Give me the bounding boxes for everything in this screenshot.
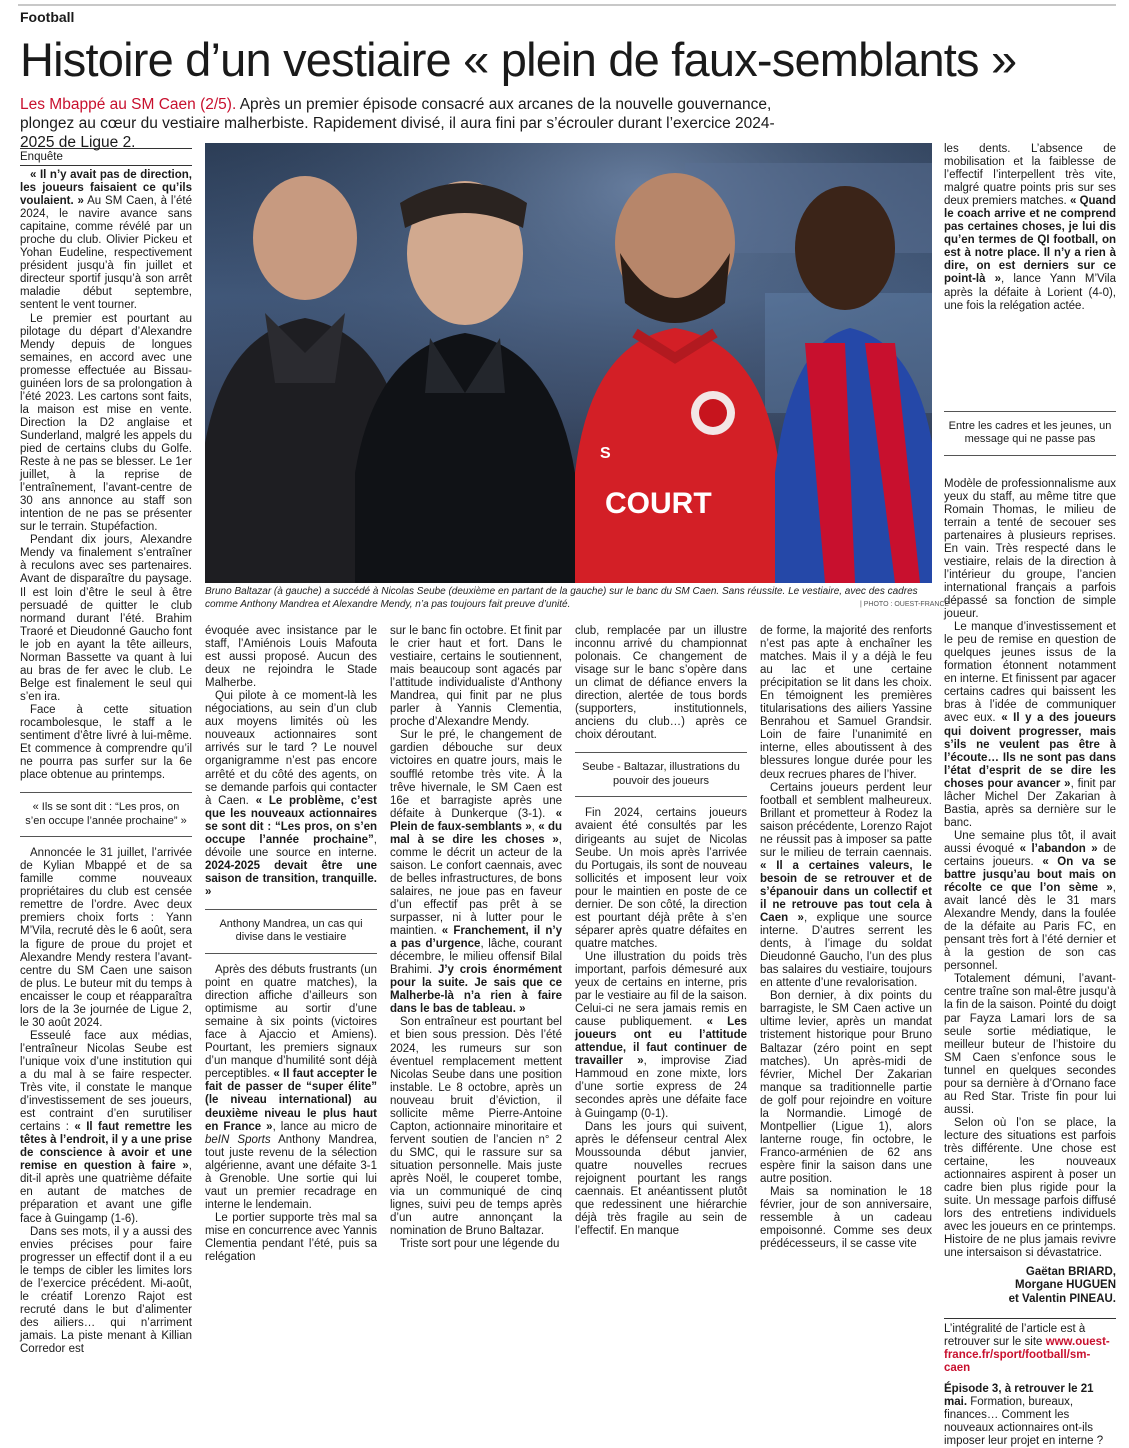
column-6: les dents. L’absence de mobilisation et la faiblesse de l’effectif l’interpellent très vite, malgré quatre points pris sur ses deux premiers matches. « Quand le coach arrive et ne comprend pas certaines choses, je lui dis qu’en termes de QI football, on est à notre place. Il n’y a rien à dire, on est derniers sur ce point-là », lance Yann M’Vila après la défaite à Lorient (4-0), une fois la relégation actée. Entre les cadres et les jeunes, un message qui ne passe pas Modèle de professionnalisme aux yeux du staff, au même titre que Romain Thomas, le milieu de terrain a tenté de secouer ses partenaires à plusieurs reprises. En vain. Très respecté dans le vestiaire, relais de la direction à l’intérieur du groupe, l’ancien international français a parfois dépassé sa fonction de simple joueur. Le manque d’investissement et le peu de remise en question de quelques jeunes issus de la formation étonnent notamment en interne. Et finissent par agacer certains cadres qui baissent les bras à l’idée de communiquer avec eux. « Il y a des joueurs qui doivent progresser, mais s’ils ne veulent pas être à l’écoute… Ils ne sont pas dans l’état d’esprit de se dire les choses pour avancer », finit par lâcher Michel Der Zakarian à Bastia, après sa dernière sur le banc. Une semaine plus tôt, il avait aussi évoqué « l’abandon » de certains joueurs. « On va se battre jusqu’au bout mais on récolte ce que l’on sème », avait lancé dès le 31 mars Alexandre Mendy, dans la foulée de la défaite au Paris FC, en pensant très fort à l’été dernier et à la gestion de son cas personnel. Totalement démuni, l’avant-centre traîne son mal-être jusqu’à la fin de la saison. Pointé du doigt par Fayza Lamari lors de sa seule sortie médiatique, le meilleur buteur de l’histoire du SM Caen s’enfonce sous le tunnel en quelques secondes pour sa dernière à d’Ornano face au Red Star. Triste fin pour lui aussi. Selon où l’on se place, la lecture des situations est parfois très différente. Une chose est certaine, les nouveaux actionnaires aspirent à poser un cadre bien plus rigide pour la suite. Un message parfois diffusé lors des entretiens individuels avec les joueurs en ce printemps. Histoire de ne plus jamais revivre une intersaison si dévastatrice. Gaëtan BRIARD, Morgane HUGUEN et Valentin PINEAU. L’intégralité de l’article est à retrouver sur le site www.ouest-france.fr/sport/football/sm-caen Épisode 3, à retrouver le 21 mai. Formation, bureaux, finances… Comment les nouveaux actionnaires ont-ils imposer leur projet en interne ? bbox=[944, 143, 1117, 1447]
standfirst-text: Après un premier épisode consacré aux arcanes de la nouvelle gouvernance, plongez au cœur du vestiaire malherbiste. Rapidement divisé, il aura fini par s’écrouler durant l’exercice 2024-2025 de Ligue 2. bbox=[20, 96, 775, 151]
top-rule bbox=[18, 4, 1116, 6]
signature-line-1: Gaëtan BRIARD, bbox=[1025, 1266, 1116, 1279]
headline: Histoire d’un vestiaire « plein de faux-semblants » bbox=[20, 33, 1017, 86]
pullquote-3: Seube - Baltazar, illustrations du pouvoir des joueurs bbox=[575, 752, 747, 797]
article-photo bbox=[205, 143, 932, 583]
pullquote-4: Entre les cadres et les jeunes, un message qui ne passe pas bbox=[944, 411, 1116, 456]
footer-integral-text: L’intégralité de l’article est à retrouver sur le site bbox=[944, 1322, 1086, 1348]
next-episode-text: Formation, bureaux, finances… Comment les nouveaux actionnaires ont-ils imposer leur projet en interne ? bbox=[944, 1395, 1104, 1447]
sponsor-text-2: S bbox=[600, 445, 611, 462]
section-label: Enquête bbox=[20, 148, 192, 166]
next-episode-label: Épisode 3, à retrouver le 21 mai. bbox=[944, 1382, 1094, 1408]
column-1: Enquête « Il n’y avait pas de direction, les joueurs faisaient ce qu’ils voulaient. » Au SM Caen, à l’été 2024, le navire avance sans capitaine, comme révélé par un proche du club. Olivier Pickeu et Yohan Eudeline, respectivement président jusqu’à fin juillet et directeur sportif jusqu’à son arrêt maladie début septembre, sentent le vent tourner. Le premier est pourtant au pilotage du départ d’Alexandre Mendy depuis de longues semaines, en accord avec une promesse effectuée au Bissau-guinéen lors de sa prolongation à l’été 2023. Les cartons sont faits, la maison est mise en vente. Direction la D2 anglaise et Sunderland, malgré les appels du pied de certains clubs du Golfe. Reste à ne pas se blesser. Le 1er juillet, à la reprise de l’entraînement, l’avant-centre de 30 ans annonce au staff son intention de ne pas se présenter sur le terrain. Stupéfaction. Pendant dix jours, Alexandre Mendy va finalement s’entraîner à reculons avec ses partenaires. Avant de disparaître du paysage. Il est loin d’être le seul à être persuadé de quitter le club normand durant l’été. Brahim Traoré et Dieudonné Gaucho font le job en ayant la tête ailleurs, Norman Bassette va quant à lui au bras de fer avec le club. Le Belge est finalement le seul qui s’en ira. Face à cette situation rocambolesque, le staff a le sentiment d’être livré à lui-même. Et commence à comprendre qu’il ne pourra pas surfer sur la 6e place obtenue au printemps. « Ils se sont dit : “Les pros, on s’en occupe l’année prochaine” » Annoncée le 31 juillet, l’arrivée de Kylian Mbappé et de sa famille comme nouveaux propriétaires du club est censée remettre de l’ordre. Avec deux premiers choix forts : Yann M’Vila, recruté dès le 6 août, sera la figure de proue du projet et Alexandre Mendy restera l’avant-centre du SM Caen une saison de plus. Le buteur mit du temps à encaisser le coup et réapparaîtra lors de la 3e journée de Ligue 2, le 30 août 2024. Esseulé face aux médias, l’entraîneur Nicolas Seube est l’unique voix d’une institution qui a du mal à se faire respecter. Très vite, il constate le manque d’investissement de ses joueurs, est contraint d’en surutiliser certains : « Il faut remettre les têtes à l’endroit, il y a une prise de conscience à avoir et une remise en question à faire », dit-il après une quatrième défaite en autant de matches de préparation et avant une gifle face à Guingamp (1-6). Dans ses mots, il y a aussi des envies précises pour faire progresser un effectif dont il a eu le temps de cibler les limites lors de l’exercice précédent. Mi-août, le créatif Lorenzo Rajot est recruté dans le but d’alimenter des ailiers… qui n’arriment jamais. La piste menant à Killian Corredor est bbox=[20, 148, 192, 1148]
photo-caption: Bruno Baltazar (à gauche) a succédé à Nicolas Seube (deuxième en partant de la gauche) sur le banc du SM Caen. Sans réussite. Le vestiaire, avec des cadres comme Anthony Mandrea et Alexandre Mendy, n’a pas toujours fait preuve d’unité. bbox=[205, 586, 918, 610]
column-4: club, remplacée par un illustre inconnu arrivé du championnat polonais. Ce changement de visage sur le banc s’opère dans un climat de défiance envers la direction, alertée de tous bords (supporters, institutionnels, anciens du club…) après ce choix déroutant. Seube - Baltazar, illustrations du pouvoir des joueurs Fin 2024, certains joueurs avaient été consultés par les dirigeants au sujet de Nicolas Seube. Un mois après l’arrivée du Portugais, ils sont de nouveau sollicités et imposent leur voix pour le maintien en poste de ce dernier. De son côté, la direction est pourtant déjà prête à s’en séparer après quatre défaites en quatre matches. Une illustration du poids très important, parfois démesuré aux yeux de certains en interne, pris par le vestiaire au fil de la saison. Celui-ci ne sera jamais remis en cause publiquement. « Les joueurs ont eu l’attitude attendue, il faut continuer de travailler », improvise Ziad Hammoud en zone mixte, lors d’une sortie express de 24 secondes après une défaite face à Guingamp (0-1). Dans les jours qui suivent, après le défenseur central Alex Moussounda début janvier, quatre nouvelles recrues rejoignent pourtant les rangs caennais. Et anéantissent plutôt que redessinent une hiérarchie déjà très fragile au sein de l’effectif. En manque bbox=[575, 625, 747, 1237]
footer-box bbox=[944, 1318, 1116, 1448]
pullquote-1: « Ils se sont dit : “Les pros, on s’en occupe l’année prochaine” » bbox=[20, 792, 192, 837]
column-5: de forme, la majorité des renforts n’est pas apte à enchaîner les matches. Mais il y a déjà le feu au lac et une certaine précipitation se lit dans les choix. En témoignent les premières titularisations des ailiers Yassine Benrahou et Samuel Grandsir. Loin de faire l’unanimité en interne, elles aboutissent à des blessures longue durée pour les deux recrues phares de l’hiver. Certains joueurs perdent leur football et semblent malheureux. Brillant et prometteur à Rodez la saison précédente, Lorenzo Rajot ne réussit pas à imposer sa patte sur le milieu de terrain caennais. « Il a certaines valeurs, le besoin de se retrouver et de s’épanouir dans un collectif et il ne retrouve pas tout cela à Caen », explique une source interne. D’autres serrent les dents, à l’image du soldat Dieudonné Gaucho, l’un des plus bas salaires du vestiaire, toujours en attente d’une revalorisation. Bon dernier, à dix points du barragiste, le SM Caen active un ultime levier, après un mandat tristement historique pour Bruno Baltazar (zéro point en sept matches). Un après-midi de février, Michel Der Zakarian manque sa traditionnelle partie de golf pour rejoindre en voiture la Normandie. Limogé de Montpellier (Ligue 1), alors lanterne rouge, fin octobre, le Franco-arménien de 62 ans espère finir la saison dans une autre position. Mais sa nomination le 18 février, jour de son anniversaire, ressemble à un cadeau empoisonné. Comme ses deux prédécesseurs, il se casse vite bbox=[760, 625, 932, 1251]
series-label: Les Mbappé au SM Caen (2/5). bbox=[20, 96, 237, 113]
signature-line-3: et Valentin PINEAU. bbox=[1008, 1292, 1116, 1305]
sponsor-text: COURT bbox=[605, 487, 712, 520]
rubric-label: Football bbox=[20, 9, 75, 25]
signature bbox=[944, 1266, 1116, 1305]
column-2: évoquée avec insistance par le staff, l’Amiénois Louis Mafouta est aussi proposé. Aucun des deux ne rejoindra le Stade Malherbe. Qui pilote à ce moment-là les négociations, au sein d’un club aux moyens limités où les nouveaux actionnaires sont arrivés sur le tard ? Le nouvel organigramme n’est pas encore arrêté et du côté des agents, on se demande parfois qui contacter à Caen. « Le problème, c’est que les nouveaux actionnaires se sont dit : “Les pros, on s’en occupe l’année prochaine”, dévoile une source en interne. 2024-2025 devait être une saison de transition, tranquille. » Anthony Mandrea, un cas qui divise dans le vestiaire Après des débuts frustrants (un point en quatre matches), la direction affiche d’ailleurs son optimisme au sortir d’une semaine à six points (victoires face à Ajaccio et Amiens). Pourtant, les premiers signaux d’un manque d’humilité sont déjà perceptibles. « Il faut accepter le fait de passer de “super élite” (le niveau international) au deuxième niveau le plus haut en France », lance au micro de beIN Sports Anthony Mandrea, tout juste revenu de la sélection algérienne, avant une défaite 3-1 à Grenoble. Une sortie qui lui vaut un premier recadrage en interne le lendemain. Le portier supporte très mal sa mise en concurrence avec Yannis Clementia pendant l’été, puis sa relégation bbox=[205, 625, 378, 1264]
players-photo-illustration bbox=[205, 143, 932, 583]
photo-credit: | PHOTO : OUEST-FRANCE bbox=[860, 601, 950, 608]
pullquote-2: Anthony Mandrea, un cas qui divise dans le vestiaire bbox=[205, 909, 377, 954]
column-3: sur le banc fin octobre. Et finit par le crier haut et fort. Dans le vestiaire, certains le soutiennent, mais beaucoup sont agacés par l’attitude individualiste d’Anthony Mandrea, qui finit par ne plus parler à Yannis Clementia, proche d’Alexandre Mendy. Sur le pré, le changement de gardien débouche sur deux victoires en quatre jours, mais le soufflé retombe très vite. À la trêve hivernale, le SM Caen est 16e et barragiste après une défaite à Dunkerque (3-1). « Plein de faux-semblants », « du mal à se dire les choses », comme le décrit un acteur de la saison. Le confort caennais, avec de belles infrastructures, de bons salaires, ne joue pas en faveur d’un effectif pas prêt à se surpasser, ni à lutter pour le maintien. « Franchement, il n’y a pas d’urgence, lâche, courant décembre, le milieu offensif Bilal Brahimi. J’y crois énormément pour la suite. Je sais que ce Malherbe-là n’a rien à faire dans le bas de tableau. » Son entraîneur est pourtant bel et bien sous pression. Dès l’été 2024, les rumeurs sur son éventuel remplacement mettent Nicolas Seube dans une position instable. Le 8 octobre, après un nouveau bruit d’éviction, il sollicite même Pierre-Antoine Capton, actionnaire minoritaire et fervent soutien de l’ancien n° 2 du SMC, qui le rassure sur sa situation personnelle. Mais juste après Noël, le couperet tombe, via un communiqué de cinq lignes, suivi peu de temps après d’un autre annonçant la nomination de Bruno Baltazar. Triste sort pour une légende du bbox=[390, 625, 563, 1251]
signature-line-2: Morgane HUGUEN bbox=[1015, 1279, 1116, 1292]
article-link[interactable]: www.ouest-france.fr/sport/football/sm-caen bbox=[944, 1335, 1110, 1374]
